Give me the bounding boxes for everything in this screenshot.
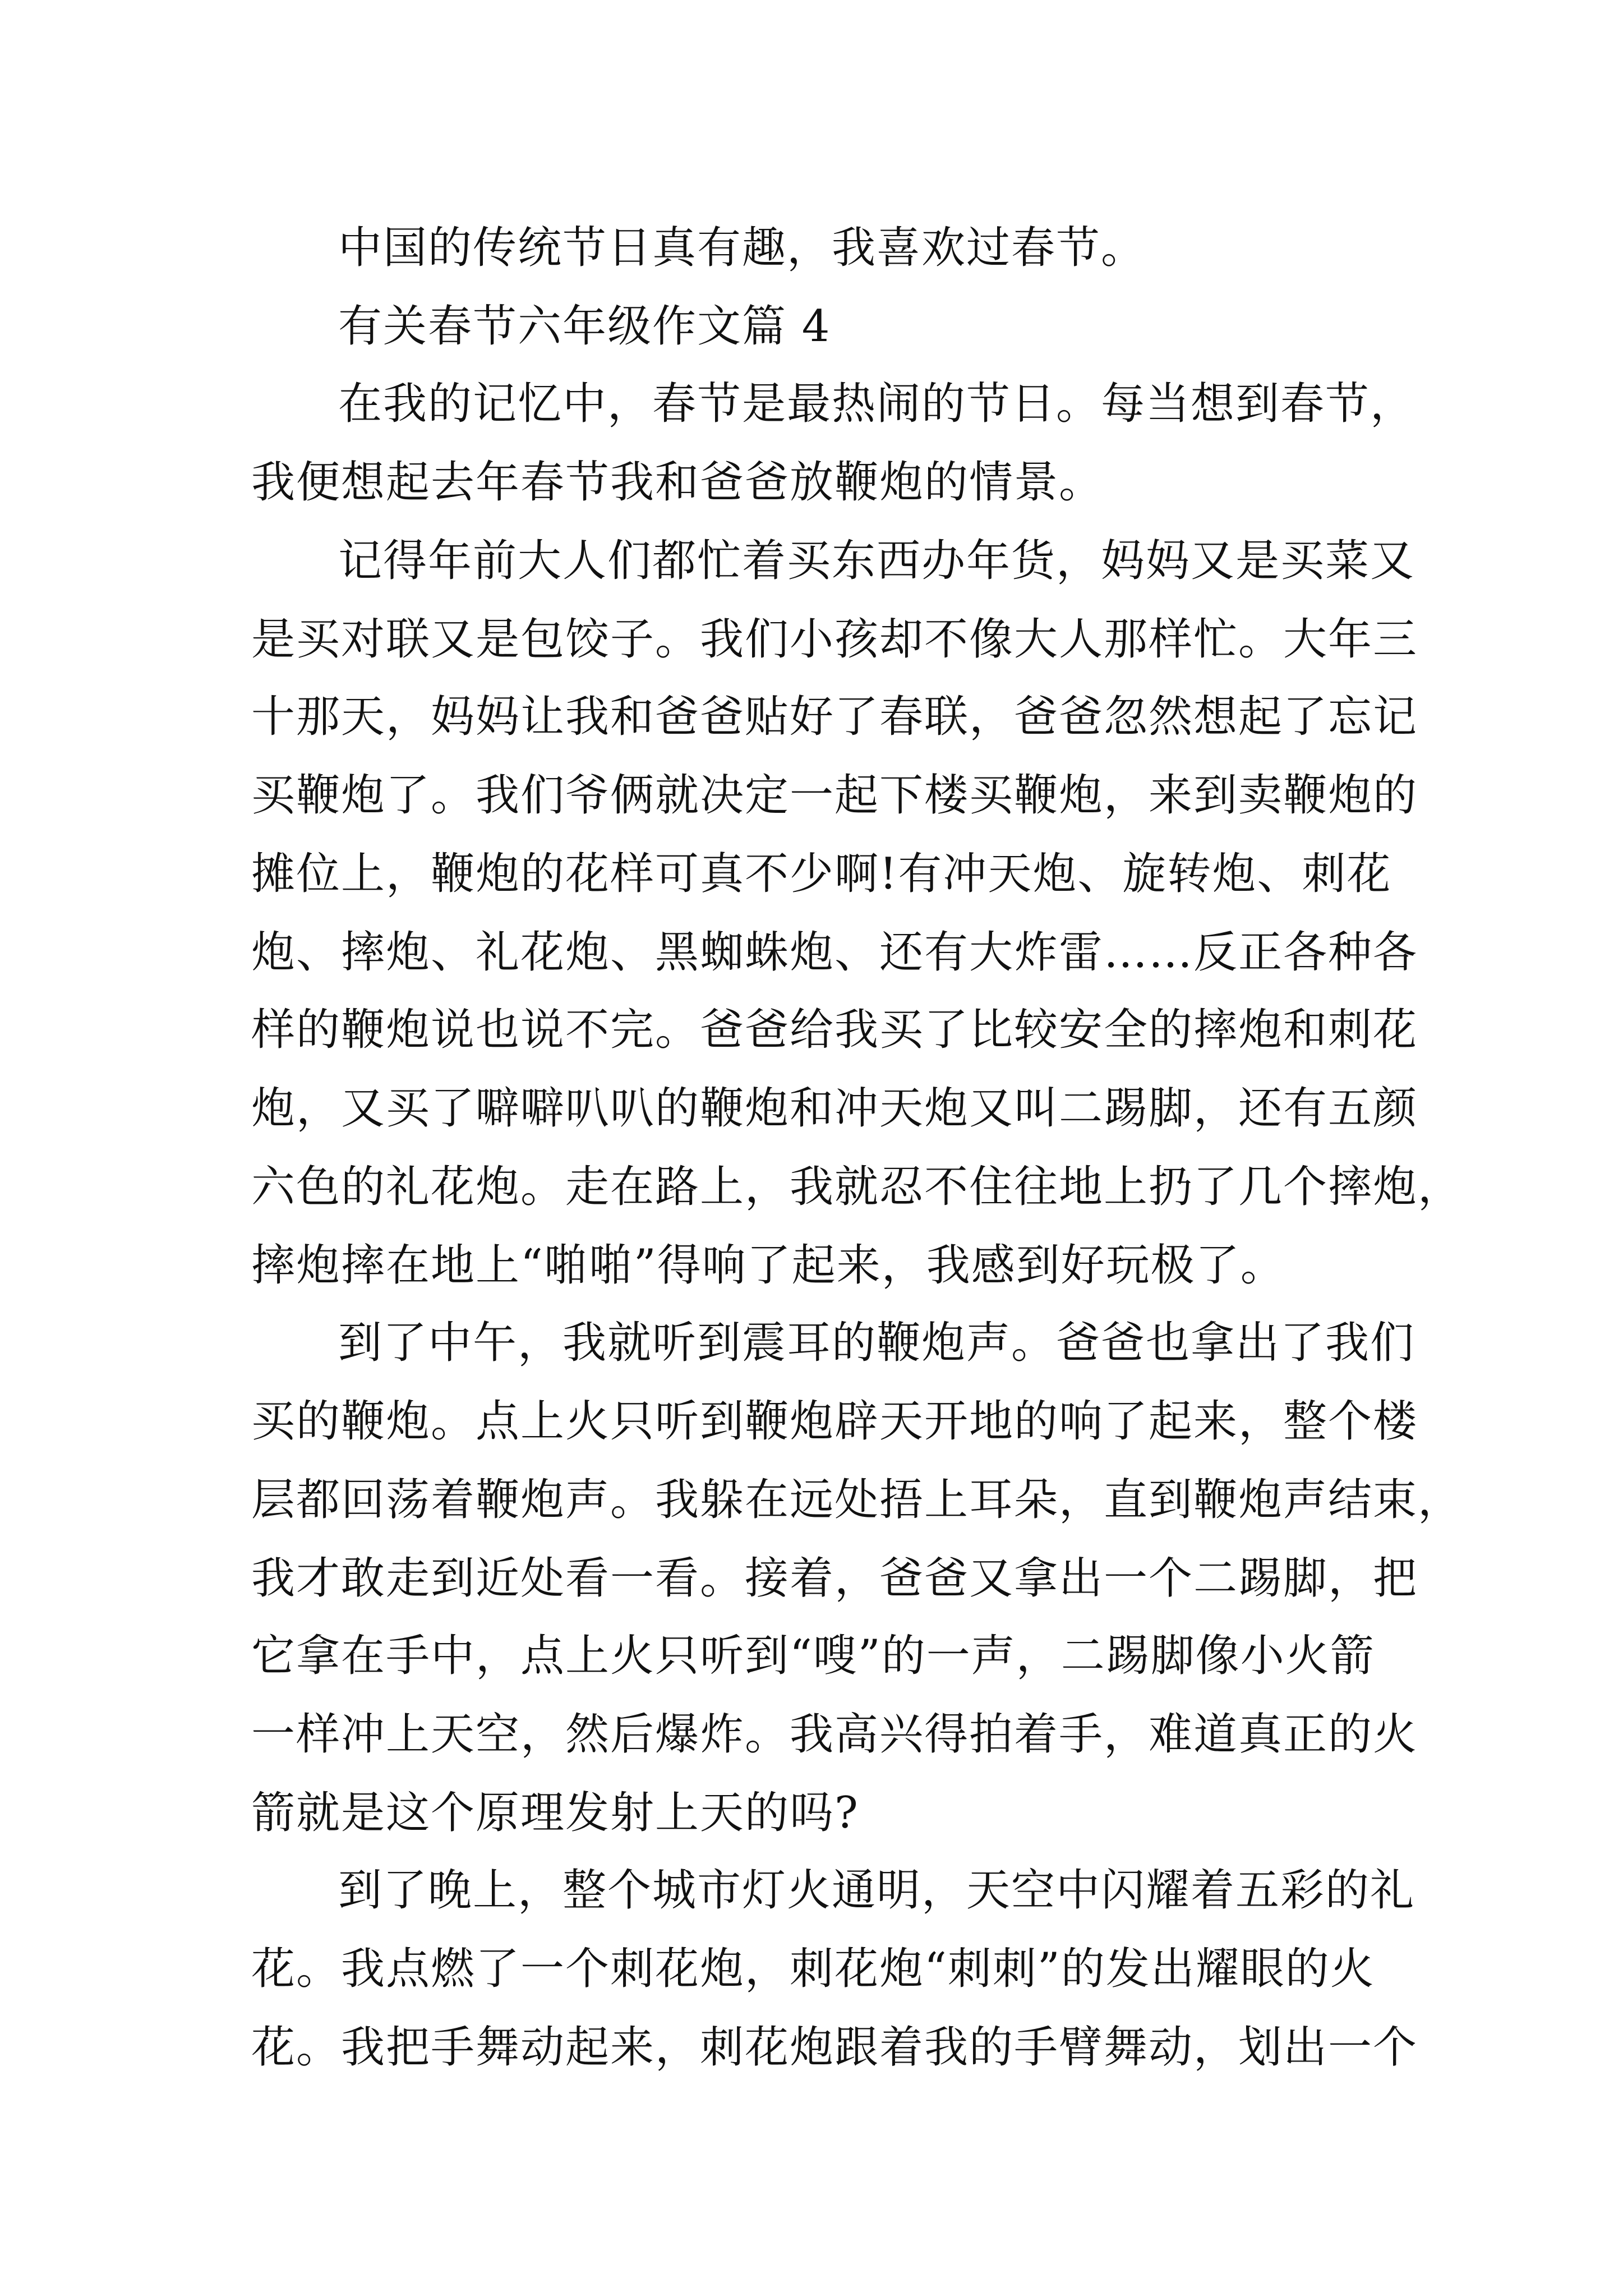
text-line: 在我的记忆中，春节是最热闹的节日。每当想到春节， [338, 379, 1415, 429]
text-line: 买的鞭炮。点上火只听到鞭炮辟天开地的响了起来，整个楼 [251, 1396, 1418, 1447]
text-line: 炮、摔炮、礼花炮、黑蜘蛛炮、还有大炸雷……反正各种各 [251, 927, 1418, 978]
text-line: 我便想起去年春节我和爸爸放鞭炮的情景。 [251, 457, 1104, 508]
text-line: 六色的礼花炮。走在路上，我就忍不住往地上扔了几个摔炮， [251, 1162, 1463, 1212]
text-line: 箭就是这个原理发射上天的吗? [251, 1788, 859, 1838]
text-line: 它拿在手中，点上火只听到“嗖”的一声，二踢脚像小火箭 [251, 1631, 1375, 1681]
essay-heading: 有关春节六年级作文篇 4 [338, 301, 831, 352]
text-line: 到了晚上，整个城市灯火通明，天空中闪耀着五彩的礼 [338, 1865, 1415, 1916]
text-line: 中国的传统节日真有趣，我喜欢过春节。 [338, 223, 1146, 273]
text-line: 记得年前大人们都忙着买东西办年货，妈妈又是买菜又 [338, 536, 1415, 586]
text-line: 是买对联又是包饺子。我们小孩却不像大人那样忙。大年三 [251, 614, 1418, 665]
text-line: 层都回荡着鞭炮声。我躲在远处捂上耳朵，直到鞭炮声结束， [251, 1475, 1463, 1525]
text-line: 花。我点燃了一个刺花炮，刺花炮“刺刺”的发出耀眼的火 [251, 1944, 1375, 1994]
text-line: 我才敢走到近处看一看。接着，爸爸又拿出一个二踢脚，把 [251, 1553, 1418, 1604]
text-line: 买鞭炮了。我们爷俩就决定一起下楼买鞭炮，来到卖鞭炮的 [251, 770, 1418, 821]
text-line: 摊位上，鞭炮的花样可真不少啊!有冲天炮、旋转炮、刺花 [251, 849, 1392, 899]
text-line: 一样冲上天空，然后爆炸。我高兴得拍着手，难道真正的火 [251, 1709, 1418, 1760]
text-line: 到了中午，我就听到震耳的鞭炮声。爸爸也拿出了我们 [338, 1318, 1415, 1368]
text-line: 花。我把手舞动起来，刺花炮跟着我的手臂舞动，划出一个 [251, 2022, 1418, 2073]
text-line: 炮，又买了噼噼叭叭的鞭炮和冲天炮又叫二踢脚，还有五颜 [251, 1083, 1418, 1134]
text-line: 十那天，妈妈让我和爸爸贴好了春联，爸爸忽然想起了忘记 [251, 692, 1418, 742]
text-line: 摔炮摔在地上“啪啪”得响了起来，我感到好玩极了。 [251, 1240, 1285, 1291]
text-line: 样的鞭炮说也说不完。爸爸给我买了比较安全的摔炮和刺花 [251, 1005, 1418, 1055]
